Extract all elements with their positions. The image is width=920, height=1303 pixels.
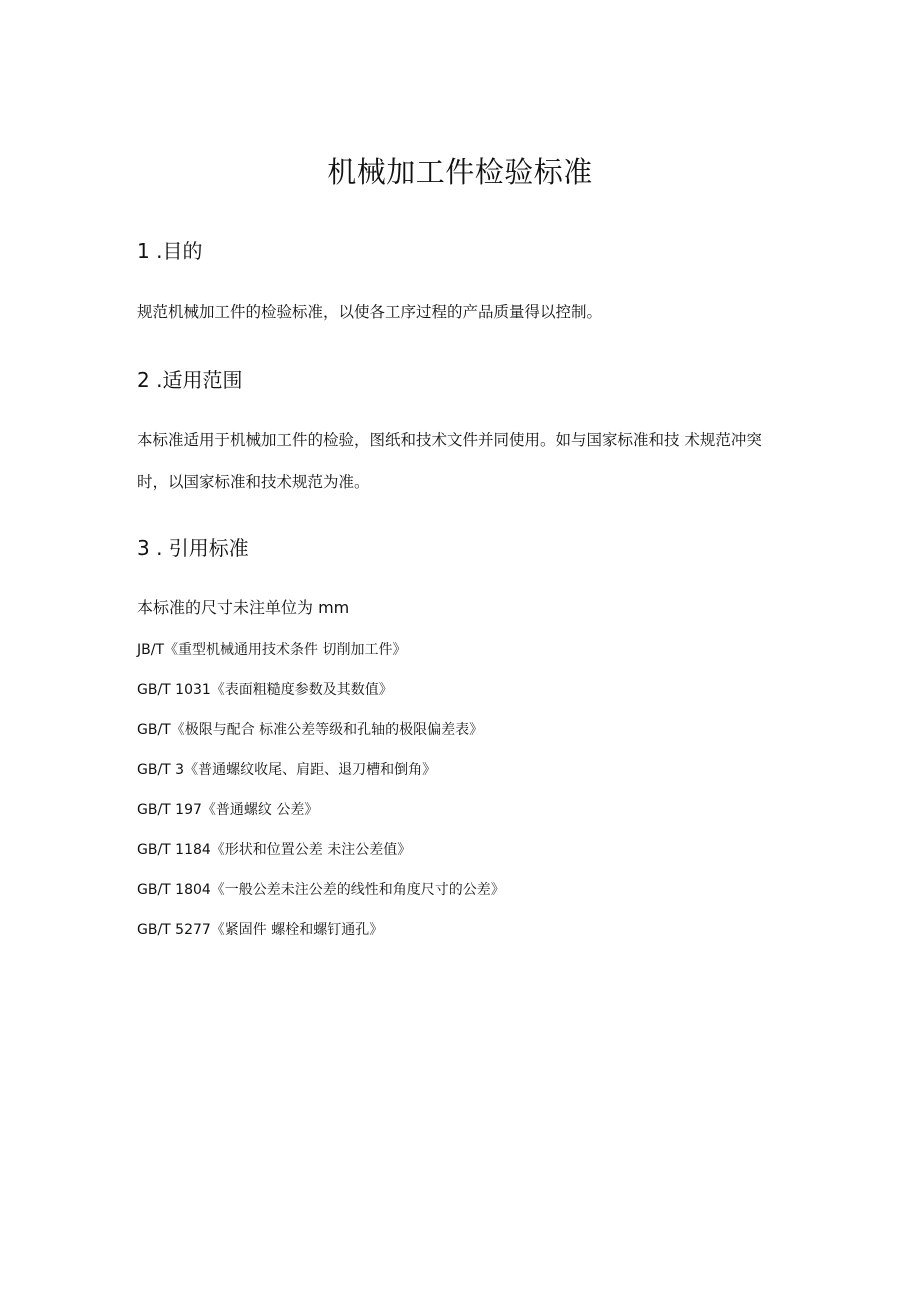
- unit-note: 本标准的尺寸未注单位为 mm: [137, 598, 350, 617]
- section-heading-scope: 2 .适用范围: [137, 368, 243, 392]
- reference-list: [137, 640, 505, 960]
- document-title: 机械加工件检验标准: [327, 155, 593, 189]
- reference-item: GB/T 197《普通螺纹 公差》: [137, 802, 319, 818]
- section-heading-references: 3 . 引用标准: [137, 536, 249, 560]
- section-heading-purpose: 1 .目的: [137, 239, 203, 263]
- reference-item: GB/T 1184《形状和位置公差 未注公差值》: [137, 842, 412, 858]
- reference-item: GB/T 5277《紧固件 螺栓和螺钉通孔》: [137, 922, 384, 938]
- reference-item: GB/T 1804《一般公差未注公差的线性和角度尺寸的公差》: [137, 882, 505, 898]
- reference-item: GB/T 3《普通螺纹收尾、肩距、退刀槽和倒角》: [137, 762, 437, 778]
- reference-item: JB/T《重型机械通用技术条件 切削加工件》: [137, 642, 407, 658]
- section-paragraph-purpose: 规范机械加工件的检验标准，以使各工序过程的产品质量得以控制。: [137, 303, 603, 321]
- reference-item: GB/T《极限与配合 标准公差等级和孔轴的极限偏差表》: [137, 722, 484, 738]
- reference-item: GB/T 1031《表面粗糙度参数及其数值》: [137, 682, 393, 698]
- section-paragraph-scope: 本标准适用于机械加工件的检验，图纸和技术文件并同使用。如与国家标准和技 术规范冲突时，以国家标准和技术规范为准。: [137, 431, 762, 491]
